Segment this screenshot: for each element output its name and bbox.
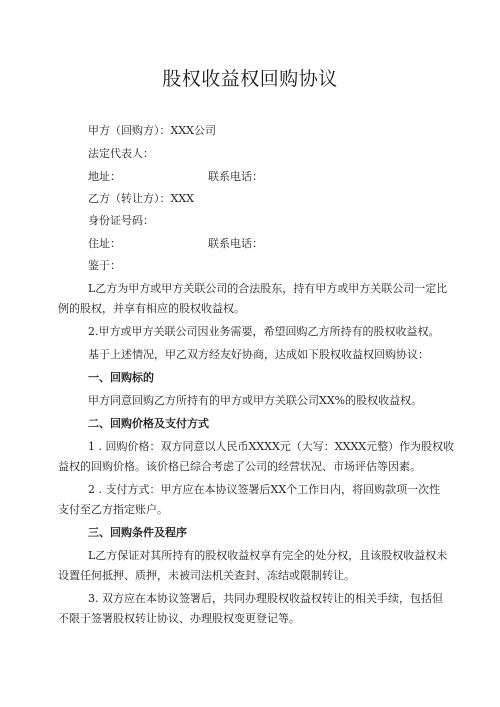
party-b: 乙方（转让方）：XXX <box>88 192 194 205</box>
section-2-item-2-line2: 支付至乙方指定账户。 <box>58 503 168 516</box>
address-a-label: 地址： <box>88 170 121 183</box>
section-3-item-2-line1: 3. 双方应在本协议签署后，共同办理股权收益权转让的相关手续，包括但 <box>88 592 443 605</box>
consensus-statement: 基于上述情况，甲乙双方经友好协商，达成如下股权收益权回购协议： <box>88 348 429 361</box>
whereas-label: 鉴于： <box>88 259 121 272</box>
whereas-2: 2.甲方或甲方关联公司因业务需要，希望回购乙方所持有的股权收益权。 <box>88 325 440 338</box>
section-3-item-1-line2: 设置任何抵押、质押，未被司法机关查封、冻结或限制转让。 <box>58 569 355 582</box>
section-3-item-2-line2: 不限于签署股权转让协议、办理股权变更登记等。 <box>58 612 300 625</box>
section-1-text: 甲方同意回购乙方所持有的甲方或甲方关联公司XX%的股权收益权。 <box>88 394 423 407</box>
whereas-1-line1: L乙方为甲方或甲方关联公司的合法股东，持有甲方或甲方关联公司一定比 <box>88 282 448 295</box>
section-2-item-1-line2: 益权的回购价格。该价格已综合考虑了公司的经营状况、市场评估等因素。 <box>58 460 421 473</box>
document-title: 股权收益权回购协议 <box>162 68 338 90</box>
phone-b-label: 联系电话： <box>208 237 263 250</box>
section-2-item-2-line1: 2 . 支付方式：甲方应在本协议签署后XX个工作日内，将回购款项一次性 <box>88 483 441 496</box>
address-b-row <box>88 237 263 251</box>
whereas-1-line2: 例的股权，并享有相应的股权收益权。 <box>58 302 245 315</box>
legal-representative: 法定代表人： <box>88 147 154 160</box>
address-a-row <box>88 170 263 184</box>
section-1-heading: 一、回购标的 <box>88 371 154 384</box>
address-b-label: 住址： <box>88 237 121 250</box>
phone-a-label: 联系电话： <box>208 170 263 183</box>
party-a: 甲方（回购方）：XXX公司 <box>88 124 216 137</box>
section-2-heading: 二、回购价格及支付方式 <box>88 417 209 430</box>
section-3-heading: 三、回购条件及程序 <box>88 526 187 539</box>
id-number: 身份证号码： <box>88 214 154 227</box>
section-2-item-1-line1: 1 . 回购价格：双方同意以人民币XXXX元（大写：XXXX元整）作为股权收 <box>88 440 455 453</box>
section-3-item-1-line1: L乙方保证对其所持有的股权收益权享有完全的处分权，且该股权收益权未 <box>88 549 448 562</box>
